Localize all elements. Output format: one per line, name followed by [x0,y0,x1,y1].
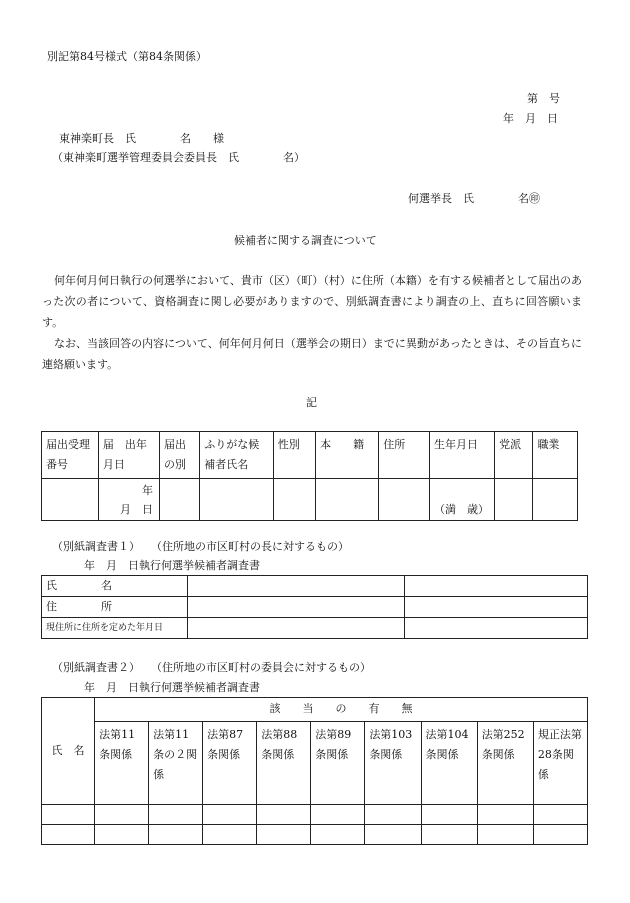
ki-label: 記 [306,396,317,409]
sheet2-blank-cell [42,825,95,845]
sheet2-blank-cell [203,825,257,845]
sheet1-row-name-value [188,576,404,597]
header-address: 住所 [379,432,430,479]
sheet2-col-art252: 法第252条関係 [477,722,533,805]
sheet1-heading: （別紙調査書１） （住所地の市区町村の長に対するもの） [52,540,349,553]
header-birthdate: 生年月日 [429,432,494,479]
cell-domicile [316,479,379,521]
sheet2-name-label: 氏 名 [42,698,95,805]
sheet1-row-address-extra [404,597,587,618]
body-paragraph-2: なお、当該回答の内容について、何年何月何日（選挙会の期日）までに異動があったときは、その旨直ちに連絡願います。 [42,337,582,371]
header-occupation: 職業 [533,432,578,479]
sheet2-col-art104: 法第104条関係 [421,722,477,805]
sheet1-row-residence-date-label: 現住所に住所を定めた年月日 [42,618,188,639]
cell-birthdate: （満 歳） [429,479,494,521]
sheet2-blank-cell [533,825,587,845]
sheet2-group-header: 該 当 の 有 無 [95,698,588,722]
sheet2-blank-cell [95,825,149,845]
sheet2-col-art103: 法第103条関係 [365,722,421,805]
sheet2-blank-cell [42,805,95,825]
sheet2-blank-cell [311,805,365,825]
sheet2-table [41,697,588,845]
sheet2-col-art88: 法第88条関係 [257,722,311,805]
candidate-table [41,431,578,521]
header-candidate-name: ふりがな候補者氏名 [200,432,273,479]
header-receipt-no: 届出受理番号 [42,432,99,479]
addressee-line: 東神楽町長 氏 名 様 [59,132,224,145]
sheet1-row-address-value [188,597,404,618]
sheet1-row-address-label: 住 所 [42,597,188,618]
sheet2-col-regulation28: 規正法第28条関係 [533,722,587,805]
sheet2-col-art11-2: 法第11条の２関係 [149,722,203,805]
cell-address [379,479,430,521]
sheet2-blank-cell [477,805,533,825]
document-number: 第 号 [527,92,560,105]
sheet2-col-art11: 法第11条関係 [95,722,149,805]
sheet2-heading: （別紙調査書２） （住所地の市区町村の委員会に対するもの） [52,661,371,674]
cell-filing-type [159,479,199,521]
sheet2-subheading: 年 月 日執行何選挙候補者調査書 [84,681,260,694]
sheet1-row-residence-date-value [188,618,404,639]
sheet2-blank-cell [365,825,421,845]
sheet1-table [41,575,588,639]
body-paragraph-1: 何年何月何日執行の何選挙において、貴市（区）（町）（村）に住所（本籍）を有する候補者として届出のあった次の者について、資格調査に関し必要がありますので、別紙調査書により調査の上、直ちに回答願います。 [42,274,582,329]
header-domicile: 本 籍 [316,432,379,479]
cell-receipt-no [42,479,99,521]
cell-filing-date: 年 月 日 [98,479,159,521]
sheet1-row-name-extra [404,576,587,597]
form-label: 別記第84号様式（第84条関係） [47,50,207,63]
sheet1-row-residence-date-extra [404,618,587,639]
sheet2-blank-cell [95,805,149,825]
sheet2-blank-cell [149,805,203,825]
document-title: 候補者に関する調査について [234,234,377,247]
sheet2-blank-cell [421,825,477,845]
sheet2-col-art89: 法第89条関係 [311,722,365,805]
addressee-alt-line: （東神楽町選挙管理委員会委員長 氏 名） [52,151,305,164]
sheet1-row-name-label: 氏 名 [42,576,188,597]
header-party: 党派 [495,432,533,479]
sheet2-blank-cell [257,805,311,825]
header-filing-type: 届出の別 [159,432,199,479]
sheet2-blank-cell [365,805,421,825]
sheet2-blank-cell [421,805,477,825]
sheet1-subheading: 年 月 日執行何選挙候補者調査書 [84,559,260,572]
sheet2-col-art87: 法第87条関係 [203,722,257,805]
sheet2-blank-cell [203,805,257,825]
sheet2-blank-cell [257,825,311,845]
sheet2-blank-cell [533,805,587,825]
header-gender: 性別 [273,432,315,479]
cell-occupation [533,479,578,521]
sheet2-blank-cell [149,825,203,845]
sheet2-blank-cell [477,825,533,845]
cell-party [495,479,533,521]
cell-candidate-name [200,479,273,521]
sender-line: 何選挙長 氏 名㊞ [408,192,540,205]
header-filing-date: 届 出年月日 [98,432,159,479]
cell-gender [273,479,315,521]
sheet2-blank-cell [311,825,365,845]
document-date: 年 月 日 [503,112,558,125]
